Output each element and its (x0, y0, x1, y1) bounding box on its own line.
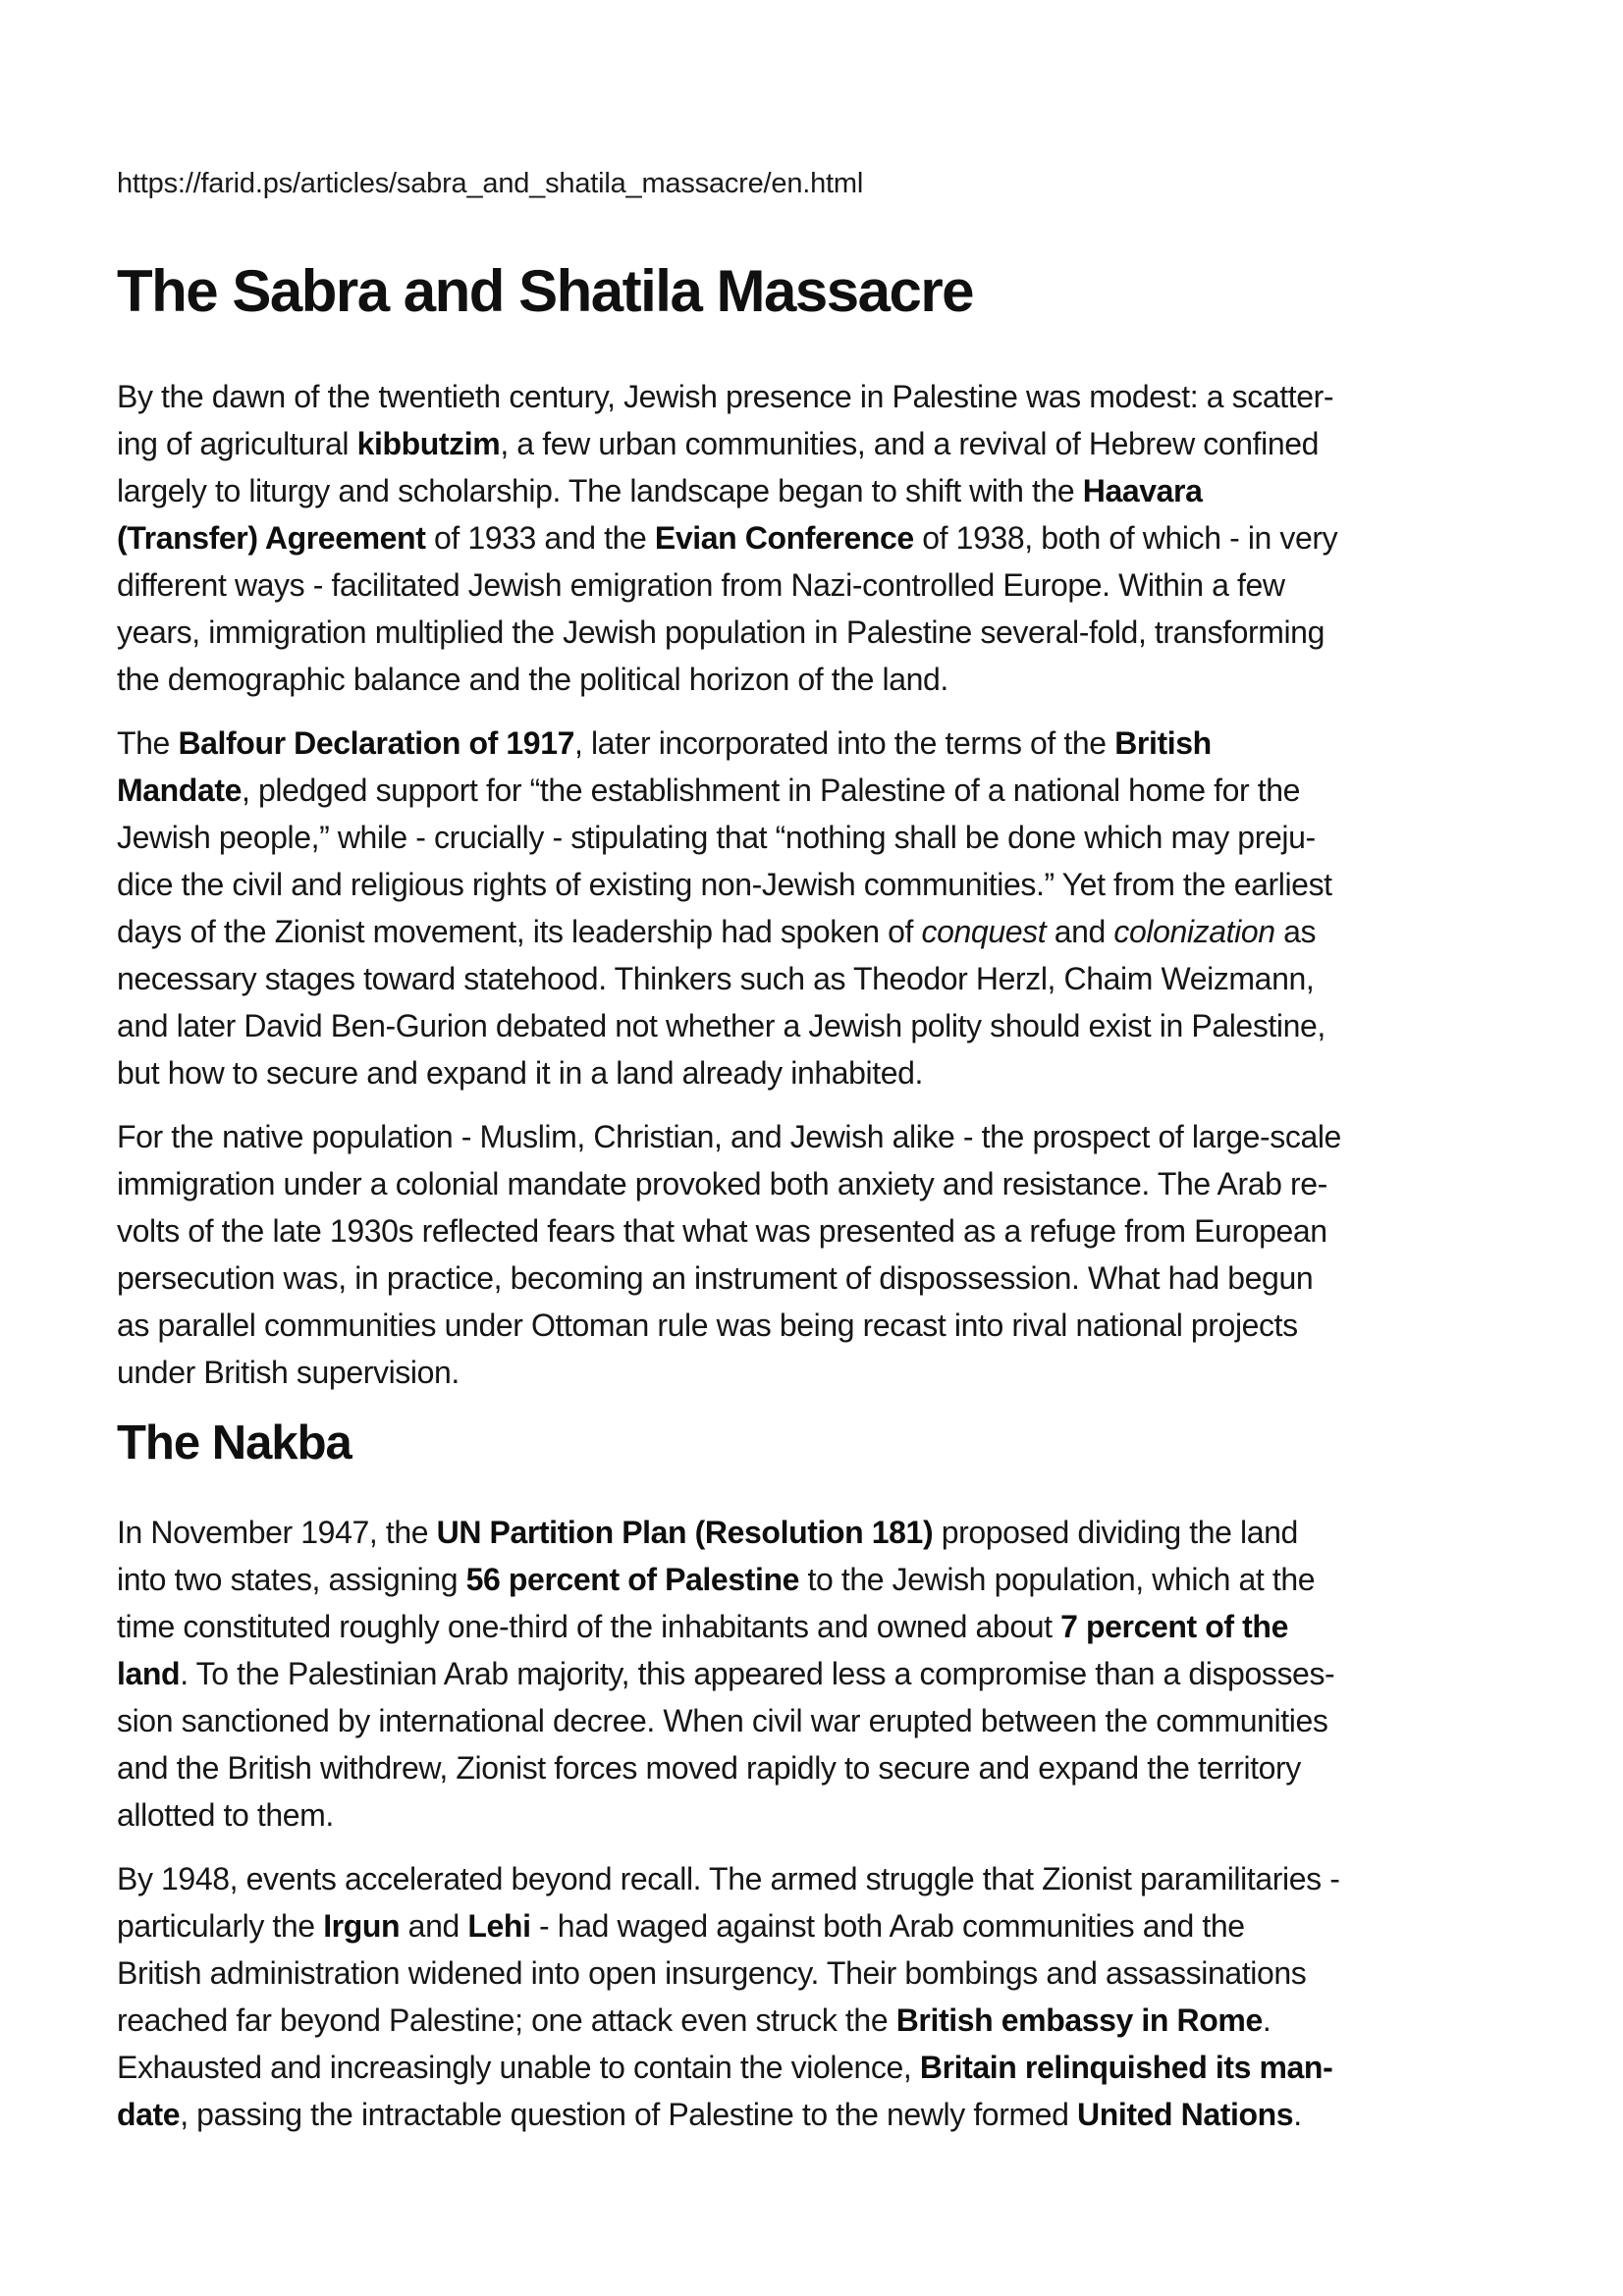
text-segment: dice the civil and religious rights of existing non-Jewish communities.” Yet from the earliest (117, 867, 1332, 902)
text-line (117, 514, 1530, 561)
text-segment: , a few urban communities, and a revival of Hebrew confined (500, 426, 1320, 461)
article-body (117, 373, 1530, 2138)
text-line (117, 1949, 1530, 1997)
article-title: The Sabra and Shatila Massacre (117, 258, 974, 324)
text-line (117, 1997, 1530, 2044)
text-segment: but how to secure and expand it in a land already inhabited. (117, 1055, 924, 1091)
text-line (117, 1207, 1530, 1255)
text-segment: Lehi (467, 1908, 531, 1944)
paragraph (117, 1855, 1530, 2138)
text-segment: of 1938, both of which - in very (913, 520, 1338, 556)
paragraph (117, 373, 1530, 703)
text-segment: . (1293, 2097, 1302, 2132)
text-segment: sion sanctioned by international decree. When civil war erupted between the communities (117, 1703, 1328, 1738)
text-segment: . (1262, 2002, 1271, 2038)
text-line (117, 2044, 1530, 2091)
text-line (117, 1002, 1530, 1049)
paragraph (117, 1113, 1530, 1396)
text-segment: Evian Conference (654, 520, 914, 556)
text-segment: necessary stages toward statehood. Thinkers such as Theodor Herzl, Chaim Weizmann, (117, 961, 1315, 996)
text-segment: as (1274, 914, 1317, 949)
text-segment: For the native population - Muslim, Christian, and Jewish alike - the prospect of large-scale (117, 1119, 1341, 1154)
paragraph (117, 720, 1530, 1096)
text-segment: Haavara (1082, 473, 1203, 508)
text-line (117, 1855, 1530, 1902)
text-line (117, 609, 1530, 656)
text-line (117, 1697, 1530, 1744)
text-segment: conquest (921, 914, 1047, 949)
text-line (117, 1791, 1530, 1839)
text-line (117, 1556, 1530, 1603)
text-segment: to the Jewish population, which at the (799, 1562, 1316, 1597)
text-segment: By 1948, events accelerated beyond recall. The armed struggle that Zionist paramilitaries - (117, 1861, 1340, 1896)
text-line (117, 1509, 1530, 1556)
text-segment: persecution was, in practice, becoming an instrument of dispossession. What had begun (117, 1260, 1314, 1296)
text-line (117, 767, 1530, 814)
text-segment: different ways - facilitated Jewish emigration from Nazi-controlled Europe. Within a few (117, 567, 1285, 603)
text-segment: particularly the (117, 1908, 324, 1944)
text-segment: 56 percent of Palestine (465, 1562, 800, 1597)
text-segment: Britain relinquished its man- (919, 2050, 1333, 2085)
text-segment: Exhausted and increasingly unable to contain the violence, (117, 2050, 920, 2085)
text-line (117, 1160, 1530, 1207)
text-segment: British administration widened into open insurgency. Their bombings and assassinations (117, 1955, 1307, 1991)
paragraph (117, 1509, 1530, 1839)
text-segment: The (117, 725, 179, 761)
text-segment: In November 1947, the (117, 1515, 437, 1550)
text-line (117, 1255, 1530, 1302)
text-line (117, 908, 1530, 955)
text-line (117, 656, 1530, 703)
text-segment: reached far beyond Palestine; one attack even struck the (117, 2002, 896, 2038)
text-segment: , passing the intractable question of Palestine to the newly formed (180, 2097, 1078, 2132)
text-segment: time constituted roughly one-third of the inhabitants and owned about (117, 1609, 1061, 1644)
text-line (117, 467, 1530, 514)
text-segment: under British supervision. (117, 1355, 460, 1390)
text-line (117, 1603, 1530, 1650)
text-line (117, 1349, 1530, 1396)
text-segment: of 1933 and the (425, 520, 655, 556)
text-segment: (Transfer) Agreement (117, 520, 426, 556)
text-segment: Jewish people,” while - crucially - stipulating that “nothing shall be done which may preju- (117, 820, 1316, 855)
text-segment: date (117, 2097, 181, 2132)
text-line (117, 720, 1530, 767)
page-url: https://farid.ps/articles/sabra_and_shatila_massacre/en.html (117, 168, 864, 199)
text-segment: colonization (1113, 914, 1275, 949)
text-segment: Mandate (117, 773, 242, 808)
text-segment: into two states, assigning (117, 1562, 466, 1597)
text-segment: and (400, 1908, 468, 1944)
text-segment: , later incorporated into the terms of the (573, 725, 1115, 761)
text-line (117, 373, 1530, 420)
text-segment: British (1114, 725, 1212, 761)
text-segment: , pledged support for “the establishment in Palestine of a national home for the (242, 773, 1301, 808)
text-line (117, 814, 1530, 861)
text-line (117, 861, 1530, 908)
text-segment: United Nations (1077, 2097, 1294, 2132)
text-line (117, 1902, 1530, 1949)
text-segment: Irgun (323, 1908, 401, 1944)
text-segment: UN Partition Plan (Resolution 181) (436, 1515, 934, 1550)
text-segment: days of the Zionist movement, its leadership had spoken of (117, 914, 922, 949)
text-segment: and the British withdrew, Zionist forces moved rapidly to secure and expand the territory (117, 1750, 1301, 1786)
text-segment: immigration under a colonial mandate provoked both anxiety and resistance. The Arab re- (117, 1166, 1327, 1201)
text-segment: the demographic balance and the political horizon of the land. (117, 662, 948, 697)
text-line (117, 1113, 1530, 1160)
text-segment: ing of agricultural (117, 426, 357, 461)
text-segment: - had waged against both Arab communities and the (530, 1908, 1245, 1944)
text-segment: British embassy in Rome (895, 2002, 1263, 2038)
text-segment: land (117, 1656, 181, 1691)
text-segment: kibbutzim (356, 426, 501, 461)
text-segment: volts of the late 1930s reflected fears that what was presented as a refuge from European (117, 1213, 1327, 1249)
text-segment: largely to liturgy and scholarship. The landscape began to shift with the (117, 473, 1083, 508)
text-segment: proposed dividing the land (933, 1515, 1298, 1550)
section-heading: The Nakba (117, 1416, 352, 1469)
text-line (117, 1302, 1530, 1349)
text-line (117, 1049, 1530, 1096)
text-line (117, 561, 1530, 609)
text-segment: 7 percent of the (1060, 1609, 1288, 1644)
text-line (117, 2091, 1530, 2138)
text-segment: By the dawn of the twentieth century, Jewish presence in Palestine was modest: a scatter- (117, 379, 1334, 414)
text-segment: . To the Palestinian Arab majority, this appeared less a compromise than a disposses- (180, 1656, 1335, 1691)
text-line (117, 1650, 1530, 1697)
text-line (117, 420, 1530, 467)
text-line (117, 1744, 1530, 1791)
text-segment: Balfour Declaration of 1917 (178, 725, 574, 761)
text-segment: years, immigration multiplied the Jewish population in Palestine several-fold, transforming (117, 614, 1325, 650)
text-segment: and (1046, 914, 1114, 949)
text-segment: and later David Ben-Gurion debated not whether a Jewish polity should exist in Palestine, (117, 1008, 1325, 1043)
text-segment: allotted to them. (117, 1797, 334, 1833)
text-segment: as parallel communities under Ottoman rule was being recast into rival national projects (117, 1308, 1298, 1343)
text-line (117, 955, 1530, 1002)
